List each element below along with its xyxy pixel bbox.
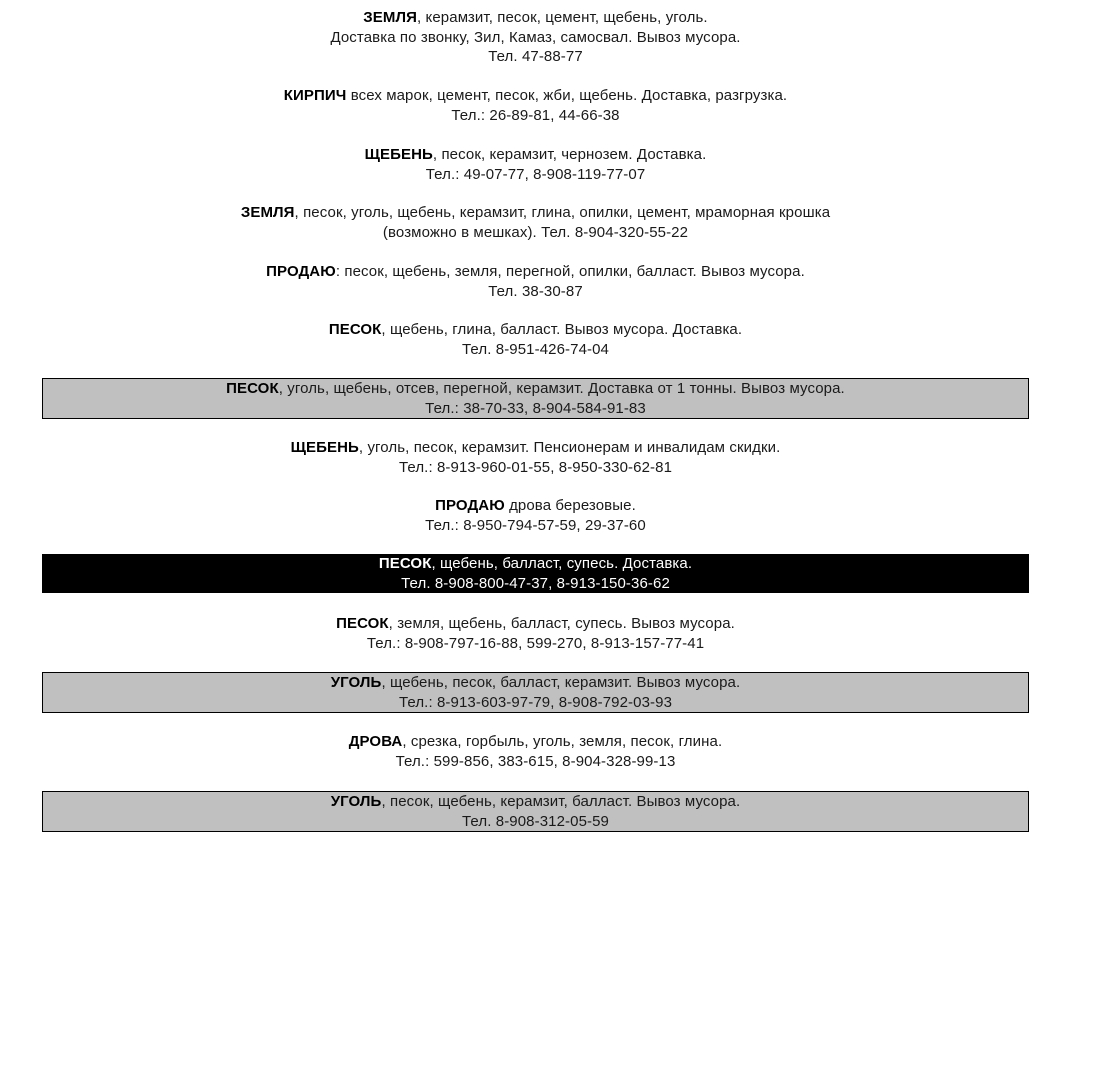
- ad-description: , срезка, горбыль, уголь, земля, песок, глина.: [402, 733, 723, 750]
- ad-detail-line: Тел.: 8-913-960-01-55, 8-950-330-62-81: [398, 458, 673, 476]
- ad-keyword: ЗЕМЛЯ: [363, 9, 417, 26]
- ad-keyword: ПРОДАЮ: [266, 263, 336, 280]
- ad-keyword: ЩЕБЕНЬ: [290, 439, 359, 456]
- ad-block: [42, 732, 1029, 771]
- ad-description: , керамзит, песок, цемент, щебень, уголь.: [417, 9, 708, 26]
- ad-keyword: УГОЛЬ: [330, 674, 382, 691]
- ad-description: дрова березовые.: [504, 497, 636, 514]
- ad-headline: [43, 792, 1028, 812]
- ad-description: , песок, керамзит, чернозем. Доставка.: [432, 146, 707, 163]
- ad-detail-line: Тел. 38-30-87: [488, 282, 583, 300]
- ad-keyword: ПЕСОК: [336, 615, 389, 632]
- ad-detail-line: (возможно в мешках). Тел. 8-904-320-55-22: [382, 223, 689, 241]
- ad-keyword: УГОЛЬ: [330, 793, 382, 810]
- ad-description: , уголь, песок, керамзит. Пенсионерам и инвалидам скидки.: [358, 439, 781, 456]
- ad-keyword: ПЕСОК: [328, 321, 382, 338]
- ad-detail-line: Тел. 8-951-426-74-04: [462, 340, 609, 358]
- ad-detail-line: Тел.: 26-89-81, 44-66-38: [451, 106, 620, 124]
- ad-detail-line: Тел.: 49-07-77, 8-908-119-77-07: [425, 165, 646, 183]
- ad-description: , щебень, глина, балласт. Вывоз мусора. Доставка.: [381, 321, 743, 338]
- ad-keyword: ПЕСОК: [378, 555, 432, 572]
- ad-block: [42, 672, 1029, 713]
- ad-detail-line: Тел. 47-88-77: [488, 48, 583, 65]
- ad-detail-line: Тел.: 38-70-33, 8-904-584-91-83: [425, 399, 646, 417]
- ad-block: [42, 262, 1029, 301]
- ad-description: всех марок, цемент, песок, жби, щебень. Доставка, разгрузка.: [346, 87, 788, 104]
- ad-detail-line: Тел. 8-908-312-05-59: [462, 812, 609, 830]
- ad-description: , щебень, песок, балласт, керамзит. Вывоз мусора.: [381, 674, 741, 691]
- ad-description: : песок, щебень, земля, перегной, опилки, балласт. Вывоз мусора.: [335, 263, 805, 280]
- ad-keyword: КИРПИЧ: [283, 87, 347, 104]
- ad-detail-line: Тел.: 8-908-797-16-88, 599-270, 8-913-157-77-41: [366, 634, 705, 652]
- ad-headline: [43, 673, 1028, 693]
- ad-keyword: ДРОВА: [348, 733, 403, 750]
- ad-headline: [42, 554, 1029, 574]
- ad-headline: [42, 8, 1029, 28]
- ad-detail-line: Доставка по звонку, Зил, Камаз, самосвал. Вывоз мусора.: [330, 28, 741, 46]
- ad-headline: [42, 203, 1029, 223]
- ad-block: [42, 438, 1029, 477]
- ad-description: , земля, щебень, балласт, супесь. Вывоз мусора.: [388, 615, 735, 632]
- ad-headline: [42, 262, 1029, 282]
- ad-detail-line: Тел.: 599-856, 383-615, 8-904-328-99-13: [395, 752, 676, 770]
- ad-headline: [42, 732, 1029, 752]
- ad-headline: [42, 496, 1029, 516]
- ad-description: , песок, щебень, керамзит, балласт. Вывоз мусора.: [381, 793, 741, 810]
- ad-detail-line: Тел.: 8-913-603-97-79, 8-908-792-03-93: [398, 693, 673, 711]
- ad-block: [42, 614, 1029, 653]
- ad-block: [42, 8, 1029, 67]
- ad-headline: [42, 438, 1029, 458]
- ad-headline: [42, 320, 1029, 340]
- ad-headline: [42, 614, 1029, 634]
- ad-block: [42, 320, 1029, 359]
- ad-keyword: ПЕСОК: [226, 380, 279, 397]
- ad-detail-line: Тел. 8-908-800-47-37, 8-913-150-36-62: [401, 574, 670, 592]
- ad-keyword: ЩЕБЕНЬ: [364, 146, 433, 163]
- ad-detail-line: Тел.: 8-950-794-57-59, 29-37-60: [425, 516, 646, 534]
- ad-description: , песок, уголь, щебень, керамзит, глина, опилки, цемент, мраморная крошка: [294, 204, 831, 221]
- ad-description: , уголь, щебень, отсев, перегной, керамзит. Доставка от 1 тонны. Вывоз мусора.: [278, 380, 845, 397]
- ad-headline: [43, 379, 1028, 399]
- ad-keyword: ЗЕМЛЯ: [240, 204, 295, 221]
- ad-headline: [42, 86, 1029, 106]
- ad-block: [42, 378, 1029, 419]
- ad-block: [42, 203, 1029, 242]
- ad-headline: [42, 145, 1029, 165]
- ad-block: [42, 554, 1029, 593]
- ad-description: , щебень, балласт, супесь. Доставка.: [431, 555, 693, 572]
- ad-keyword: ПРОДАЮ: [435, 497, 505, 514]
- ad-block: [42, 145, 1029, 184]
- ad-block: [42, 86, 1029, 125]
- ad-block: [42, 791, 1029, 832]
- ad-block: [42, 496, 1029, 535]
